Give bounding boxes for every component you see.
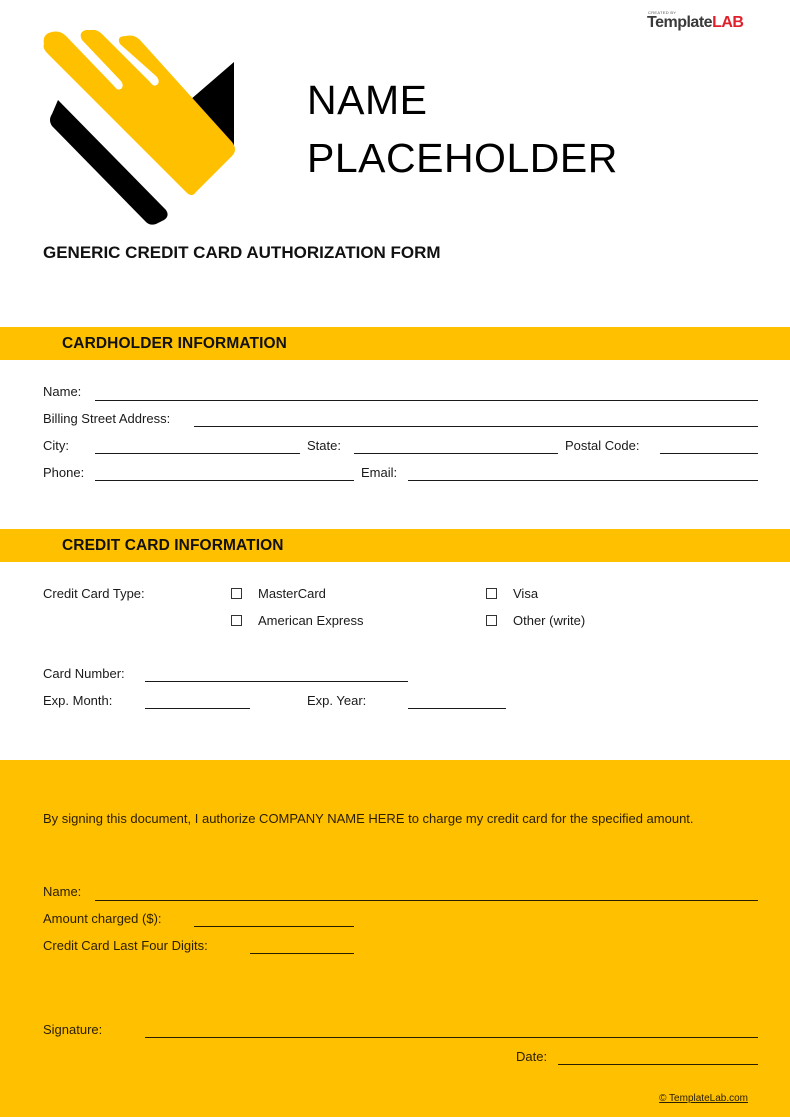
state-field[interactable] bbox=[354, 453, 558, 454]
last-four-digits-field[interactable] bbox=[250, 953, 354, 954]
other-card-checkbox[interactable] bbox=[486, 615, 497, 626]
postal-code-label: Postal Code: bbox=[565, 438, 640, 453]
city-field[interactable] bbox=[95, 453, 300, 454]
credit-card-section-header bbox=[0, 529, 790, 562]
exp-year-label: Exp. Year: bbox=[307, 693, 367, 708]
billing-address-field[interactable] bbox=[194, 426, 758, 427]
phone-label: Phone: bbox=[43, 465, 85, 480]
american-express-checkbox[interactable] bbox=[231, 615, 242, 626]
postal-code-field[interactable] bbox=[660, 453, 758, 454]
amount-charged-label: Amount charged ($): bbox=[43, 911, 162, 926]
authorization-statement: By signing this document, I authorize COMPANY NAME HERE to charge my credit card for the specified amount. bbox=[43, 811, 694, 826]
mastercard-checkbox[interactable] bbox=[231, 588, 242, 599]
signature-label: Signature: bbox=[43, 1022, 103, 1037]
created-by-text: CREATED BY bbox=[648, 10, 677, 15]
state-label: State: bbox=[307, 438, 341, 453]
mastercard-label: MasterCard bbox=[258, 586, 326, 601]
phone-field[interactable] bbox=[95, 480, 354, 481]
auth-name-field[interactable] bbox=[95, 900, 758, 901]
card-number-field[interactable] bbox=[145, 681, 408, 682]
email-label: Email: bbox=[361, 465, 398, 480]
email-field[interactable] bbox=[408, 480, 758, 481]
exp-month-label: Exp. Month: bbox=[43, 693, 113, 708]
american-express-label: American Express bbox=[258, 613, 364, 628]
company-name-line1: NAME bbox=[307, 77, 428, 123]
visa-label: Visa bbox=[513, 586, 539, 601]
templatelab-copyright-link[interactable]: © TemplateLab.com bbox=[659, 1093, 748, 1104]
hand-card-logo-icon bbox=[40, 30, 240, 225]
card-type-label: Credit Card Type: bbox=[43, 586, 145, 601]
city-label: City: bbox=[43, 438, 69, 453]
card-number-label: Card Number: bbox=[43, 666, 125, 681]
cardholder-section-header bbox=[0, 327, 790, 360]
date-label: Date: bbox=[516, 1049, 548, 1064]
credit-card-section-title: CREDIT CARD INFORMATION bbox=[62, 537, 284, 554]
templatelab-wordmark: TemplateLAB bbox=[647, 14, 744, 31]
signature-field[interactable] bbox=[145, 1037, 758, 1038]
cardholder-section-title: CARDHOLDER INFORMATION bbox=[62, 335, 287, 352]
date-field[interactable] bbox=[558, 1064, 758, 1065]
amount-charged-field[interactable] bbox=[194, 926, 354, 927]
cardholder-name-field[interactable] bbox=[95, 400, 758, 401]
authorization-section bbox=[0, 760, 790, 1117]
exp-year-field[interactable] bbox=[408, 708, 506, 709]
company-name-line2: PLACEHOLDER bbox=[307, 135, 618, 181]
form-title: GENERIC CREDIT CARD AUTHORIZATION FORM bbox=[43, 243, 441, 262]
cardholder-name-label: Name: bbox=[43, 384, 82, 399]
visa-checkbox[interactable] bbox=[486, 588, 497, 599]
billing-address-label: Billing Street Address: bbox=[43, 411, 171, 426]
auth-name-label: Name: bbox=[43, 884, 82, 899]
other-card-label: Other (write) bbox=[513, 613, 586, 628]
last-four-digits-label: Credit Card Last Four Digits: bbox=[43, 938, 208, 953]
exp-month-field[interactable] bbox=[145, 708, 250, 709]
